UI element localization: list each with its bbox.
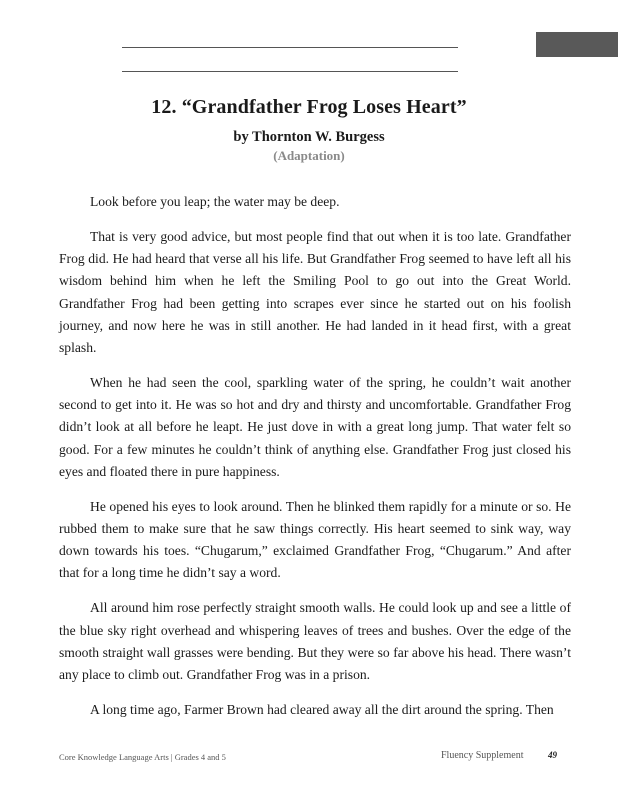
story-body [59, 191, 571, 721]
paragraph: He opened his eyes to look around. Then he blinked them rapidly for a minute or so. He rubbed them to make sure that he saw things correctly. His heart seemed to sink way, way down towards his toes. “Chugarum,” exclaimed Grandfather Frog, “Chugarum.” And after that for a long time he didn’t say a word. [59, 498, 571, 581]
footer-source: Core Knowledge Language Arts | Grades 4 and 5 [59, 752, 226, 762]
paragraph: Look before you leap; the water may be deep. [90, 194, 340, 209]
story-title: 12. “Grandfather Frog Loses Heart” [151, 96, 467, 118]
adaptation-note: (Adaptation) [273, 148, 345, 163]
paragraph: When he had seen the cool, sparkling water of the spring, he couldn’t wait another second to get into it. He was so hot and dry and thirsty and uncomfortable. Grandfather Frog didn’t look at all before he leapt. He just dove in with a great long jump. That water felt so good. For a few minutes he couldn’t think of anything else. Grandfather Frog just closed his eyes and floated there in pure happiness. [59, 375, 571, 479]
author-byline: by Thornton W. Burgess [233, 129, 385, 145]
footer-section: Fluency Supplement [441, 750, 524, 761]
name-line [122, 47, 458, 48]
page-number: 49 [548, 750, 557, 760]
corner-tab [536, 32, 618, 57]
date-line [122, 71, 458, 72]
paragraph: All around him rose perfectly straight smooth walls. He could look up and see a little of the blue sky right overhead and whispering leaves of trees and bushes. Over the edge of the smooth straight wall grasses were bending. But they were so far above his head. There wasn’t any place to climb out. Grandfather Frog was in a prison. [59, 600, 571, 683]
paragraph: That is very good advice, but most people find that out when it is too late. Grandfather Frog did. He had heard that verse all his life. But Grandfather Frog seemed to have left all his wisdom behind him when he left the Smiling Pool to go out into the Great World. Grandfather Frog had been getting into scrapes ever since he started out on his foolish journey, and now here he was in still another. He had landed in it head first, with a great splash. [59, 229, 571, 356]
paragraph: A long time ago, Farmer Brown had cleared away all the dirt around the spring. Then [90, 702, 554, 718]
